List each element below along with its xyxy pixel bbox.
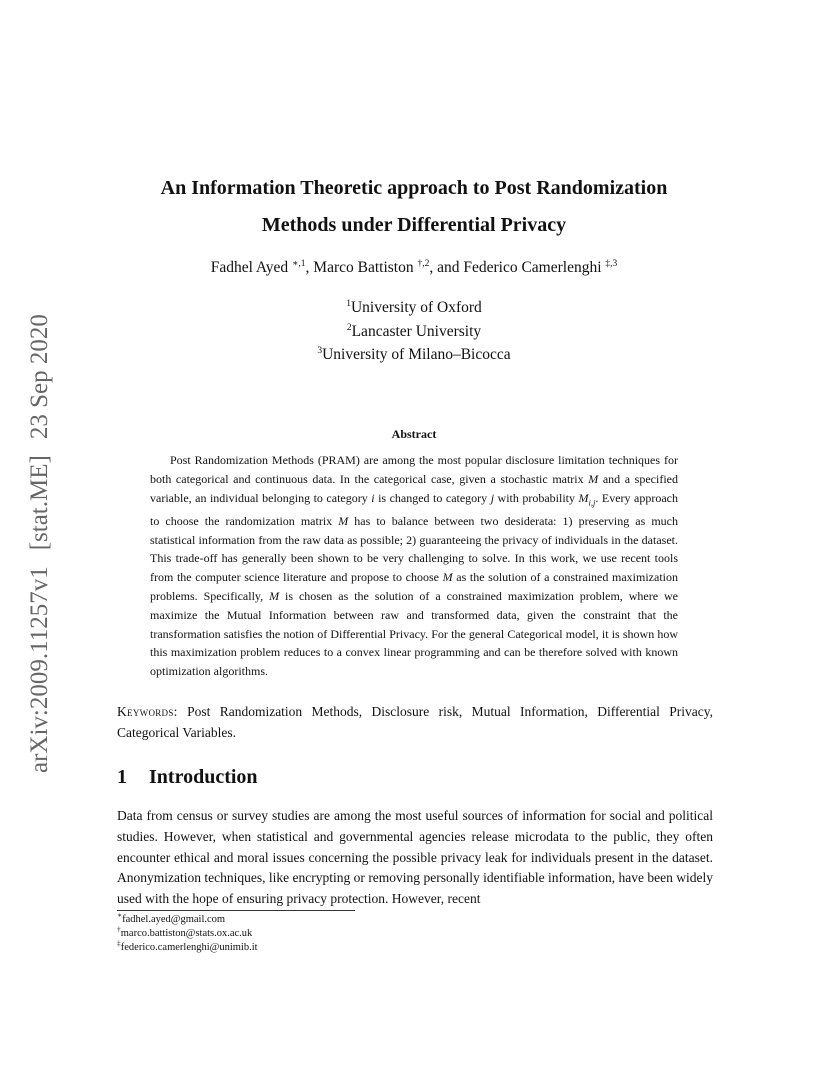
- footnote-email-1[interactable]: fadhel.ayed@gmail.com: [122, 914, 226, 925]
- footnote-email-2[interactable]: marco.battiston@stats.ox.ac.uk: [120, 928, 253, 939]
- footnote-1: ∗fadhel.ayed@gmail.com: [117, 910, 226, 925]
- arxiv-id: arXiv:2009.11257v1: [26, 566, 53, 773]
- paper-title: [100, 170, 728, 244]
- arxiv-stamp: [20, 283, 60, 773]
- affiliation-2: $^2$Lancaster University: [346, 322, 482, 340]
- footnote-2: †marco.battiston@stats.ox.ac.uk: [117, 924, 253, 939]
- section-title: Introduction: [149, 766, 258, 788]
- keywords: [117, 702, 713, 743]
- author-2: Marco Battiston: [313, 259, 414, 276]
- abstract-paragraph: Post Randomization Methods (PRAM) are among the most popular disclosure limitation techniques for both categorical and continuous data. In the categorical case, given a stochastic matrix M and a specified variable, an individual belonging to category i is changed to category j with probability $M_{i,j}$. Every approach to choose the randomization matrix M has to balance between two desiderata: 1) preserving as much statistical information from the raw data as possible; 2) guaranteeing the privacy of individuals in the dataset. This trade-off has generally been shown to be very challenging to solve. In this work, we use recent tools from the computer science literature and propose to choose M as the solution of a constrained maximization problems. Specifically, M is chosen as the solution of a constrained maximization problem, where we maximize the Mutual Information between raw and transformed data, given the constraint that the transformation satisfies the notion of Differential Privacy. For the general Categorical model, it is shown how this maximization problem reduces to a convex linear programming and can be therefore solved with known optimization algorithms.: [150, 453, 678, 679]
- abstract-heading: Abstract: [391, 427, 437, 441]
- title-line-1: An Information Theoretic approach to Post Randomization: [160, 177, 668, 199]
- footnote-3: ‡federico.camerlenghi@unimib.it: [117, 938, 258, 953]
- author-1: Fadhel Ayed: [210, 259, 289, 276]
- arxiv-sidebar: [20, 283, 60, 773]
- title-line-2: Methods under Differential Privacy: [261, 214, 567, 236]
- arxiv-category: [stat.ME]: [26, 455, 53, 551]
- intro-body: [117, 806, 713, 910]
- arxiv-date: 23 Sep 2020: [26, 314, 53, 440]
- intro-paragraph: Data from census or survey studies are among the most useful sources of information for social and political studies. However, when statistical and governmental agencies release microdata to the public, they often encounter ethical and moral issues concerning the possible privacy leak for individuals present in the dataset. Anonymization techniques, like encrypting or removing personally identifiable information, have been widely used with the hope of ensuring privacy protection. However, recent: [117, 808, 713, 907]
- author-1-mark: ∗,1: [291, 258, 306, 269]
- author-2-mark: †,2: [417, 258, 430, 269]
- author-3-mark: ‡,3: [605, 258, 618, 269]
- author-3: and Federico Camerlenghi: [437, 259, 602, 276]
- affiliation-3: $^3$University of Milano–Bicocca: [317, 345, 511, 363]
- section-number: 1: [117, 766, 127, 788]
- footnote-email-3[interactable]: federico.camerlenghi@unimib.it: [120, 942, 258, 953]
- section-heading: [117, 766, 258, 789]
- keywords-label: Keywords:: [117, 704, 178, 719]
- affiliations: [100, 296, 728, 367]
- abstract-body: [150, 451, 678, 681]
- footnote-rule: [117, 910, 355, 911]
- author-list: Fadhel Ayed $^{∗,1}$, Marco Battiston $^{\dagger,2}$, and Federico Camerlenghi $^{\ddagger,3}$: [210, 258, 618, 276]
- footnotes: [117, 910, 258, 955]
- keywords-text: Post Randomization Methods, Disclosure risk, Mutual Information, Differential Privacy, Categorical Variables.: [117, 704, 714, 740]
- affiliation-1: $^1$University of Oxford: [346, 298, 482, 316]
